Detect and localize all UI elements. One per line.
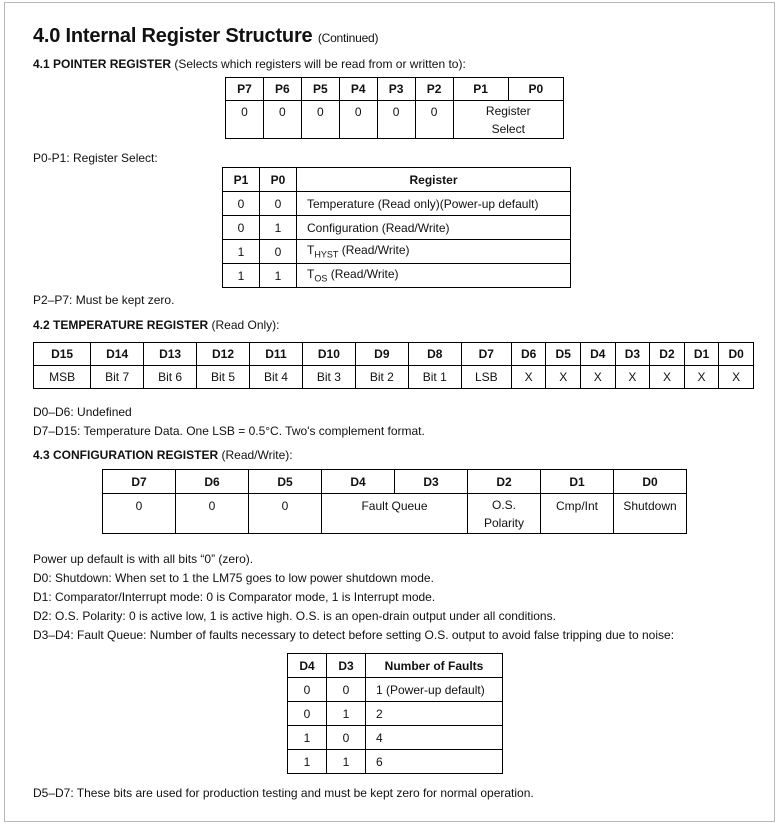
section-4-1-heading: 4.1 POINTER REGISTER (Selects which registers will be read from or written to): <box>33 57 466 71</box>
config-header: D7 <box>103 470 176 494</box>
faults-header: D3 <box>327 654 366 678</box>
temp-header: D12 <box>197 343 250 366</box>
config-value: 0 <box>103 494 176 534</box>
d0-d6-note: D0–D6: Undefined <box>33 405 132 419</box>
config-value: Cmp/Int <box>541 494 614 534</box>
fault-queue-table <box>287 653 503 774</box>
regsel-header: P1 <box>223 168 260 192</box>
temp-header: D6 <box>511 343 546 366</box>
p2-p7-note: P2–P7: Must be kept zero. <box>33 293 175 307</box>
d5-d7-note: D5–D7: These bits are used for production testing and must be kept zero for normal operation. <box>33 786 534 800</box>
table-row: 1 0 $T_{HYST}$ (Read/Write) <box>223 240 571 264</box>
temp-value: X <box>581 366 616 389</box>
config-header: D6 <box>176 470 249 494</box>
table-row: 1 0 4 <box>288 726 503 750</box>
temp-value: Bit 5 <box>197 366 250 389</box>
pointer-header: P0 <box>508 78 563 101</box>
config-note: D0: Shutdown: When set to 1 the LM75 goes to low power shutdown mode. <box>33 571 434 585</box>
config-note: D3–D4: Fault Queue: Number of faults necessary to detect before setting O.S. output to avoid false tripping due to noise: <box>33 628 675 642</box>
pointer-value: 0 <box>263 101 301 139</box>
os-polarity-cell: O.S. Polarity <box>468 494 541 534</box>
p0-p1-label: P0-P1: Register Select: <box>33 151 158 165</box>
config-header: D2 <box>468 470 541 494</box>
pointer-header: P2 <box>415 78 453 101</box>
pointer-value: 0 <box>339 101 377 139</box>
temp-header: D13 <box>144 343 197 366</box>
pointer-value: 0 <box>301 101 339 139</box>
configuration-register-table <box>102 469 687 534</box>
temp-value: X <box>719 366 754 389</box>
temp-header: D0 <box>719 343 754 366</box>
pointer-value: 0 <box>415 101 453 139</box>
register-select-cell: Register Select <box>453 101 563 139</box>
temp-value: Bit 1 <box>408 366 461 389</box>
temp-value: Bit 2 <box>355 366 408 389</box>
temp-header: D15 <box>34 343 91 366</box>
faults-header: Number of Faults <box>366 654 503 678</box>
config-header: D3 <box>395 470 468 494</box>
temp-header: D1 <box>684 343 719 366</box>
temp-header: D2 <box>650 343 685 366</box>
temp-value: Bit 6 <box>144 366 197 389</box>
pointer-header: P6 <box>263 78 301 101</box>
title-text: 4.0 Internal Register Structure <box>33 25 313 47</box>
temp-header: D4 <box>581 343 616 366</box>
page-title <box>33 25 378 48</box>
temp-header: D9 <box>355 343 408 366</box>
title-continued: (Continued) <box>317 31 379 45</box>
config-value: 0 <box>249 494 322 534</box>
d7-d15-note: D7–D15: Temperature Data. One LSB = 0.5°C. Two's complement format. <box>33 424 425 438</box>
temp-header: D7 <box>461 343 511 366</box>
register-select-table <box>222 167 571 288</box>
config-note: D2: O.S. Polarity: 0 is active low, 1 is active high. O.S. is an open-drain output under all conditions. <box>33 609 556 623</box>
section-4-3-heading: 4.3 CONFIGURATION REGISTER (Read/Write): <box>33 448 293 462</box>
datasheet-page <box>4 2 775 822</box>
table-row: 1 1 6 <box>288 750 503 774</box>
table-row: 0 1 2 <box>288 702 503 726</box>
pointer-header: P7 <box>226 78 264 101</box>
temp-value: X <box>684 366 719 389</box>
temp-value: X <box>511 366 546 389</box>
config-value: Shutdown <box>614 494 687 534</box>
temp-value: X <box>546 366 581 389</box>
config-note: D1: Comparator/Interrupt mode: 0 is Comparator mode, 1 is Interrupt mode. <box>33 590 436 604</box>
temp-header: D8 <box>408 343 461 366</box>
config-header: D4 <box>322 470 395 494</box>
pointer-header: P1 <box>453 78 508 101</box>
temp-value: X <box>615 366 650 389</box>
pointer-register-table <box>225 77 564 139</box>
pointer-header: P4 <box>339 78 377 101</box>
pointer-value: 0 <box>226 101 264 139</box>
temp-value: Bit 4 <box>249 366 302 389</box>
temp-value: LSB <box>461 366 511 389</box>
config-header: D0 <box>614 470 687 494</box>
table-row: 1 1 $T_{OS}$ (Read/Write) <box>223 264 571 288</box>
fault-queue-cell: Fault Queue <box>322 494 468 534</box>
temp-header: D5 <box>546 343 581 366</box>
temperature-register-table <box>33 342 754 389</box>
pointer-header: P3 <box>377 78 415 101</box>
pointer-header: P5 <box>301 78 339 101</box>
table-row: 0 1 Configuration (Read/Write) <box>223 216 571 240</box>
temp-value: Bit 3 <box>302 366 355 389</box>
temp-header: D10 <box>302 343 355 366</box>
config-value: 0 <box>176 494 249 534</box>
faults-header: D4 <box>288 654 327 678</box>
table-row: 0 0 1 (Power-up default) <box>288 678 503 702</box>
temp-value: Bit 7 <box>91 366 144 389</box>
regsel-header: Register <box>297 168 571 192</box>
config-header: D1 <box>541 470 614 494</box>
temp-header: D14 <box>91 343 144 366</box>
table-row: 0 0 Temperature (Read only)(Power-up default) <box>223 192 571 216</box>
temp-value: MSB <box>34 366 91 389</box>
regsel-header: P0 <box>260 168 297 192</box>
config-header: D5 <box>249 470 322 494</box>
config-note: Power up default is with all bits “0” (zero). <box>33 552 254 566</box>
temp-header: D3 <box>615 343 650 366</box>
pointer-value: 0 <box>377 101 415 139</box>
temp-value: X <box>650 366 685 389</box>
section-4-2-heading: 4.2 TEMPERATURE REGISTER (Read Only): <box>33 318 280 332</box>
temp-header: D11 <box>249 343 302 366</box>
